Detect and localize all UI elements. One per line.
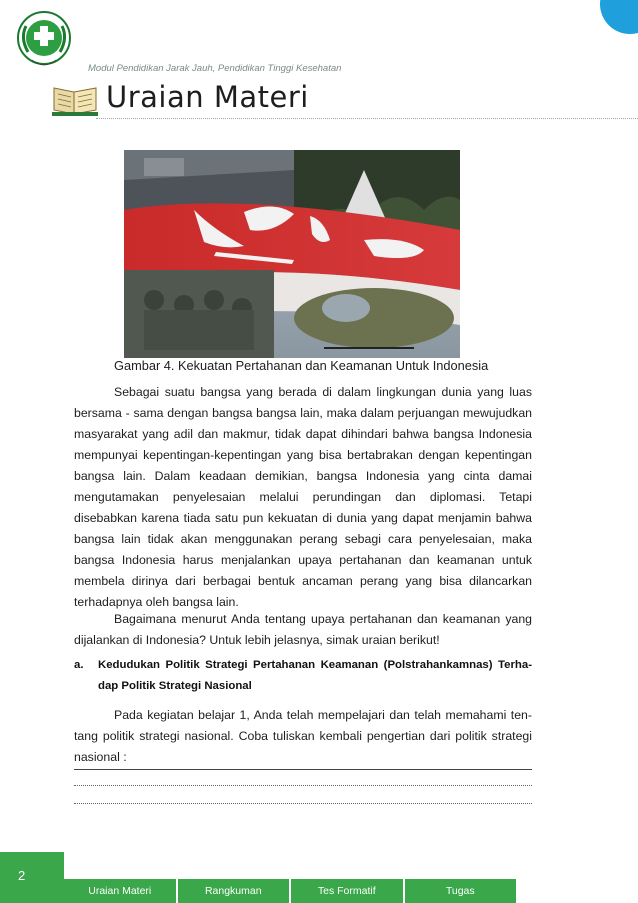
footer-navigation: [64, 879, 516, 903]
figure-caption: Gambar 4. Kekuatan Pertahanan dan Keamanan Untuk Indonesia: [114, 358, 489, 373]
open-book-icon: [50, 78, 100, 118]
body-paragraph-2: Bagaimana menurut Anda tentang upaya pertahanan dan keamanan yang dijalankan di Indonesia? Untuk lebih jelasnya, simak uraian berikut!: [74, 612, 532, 647]
tab-uraian-materi[interactable]: Uraian Materi: [64, 879, 178, 903]
section-title: Uraian Materi: [106, 80, 309, 114]
corner-decoration: [600, 0, 638, 34]
answer-line[interactable]: [74, 785, 532, 786]
page-number: 2: [18, 868, 26, 883]
tab-tugas[interactable]: Tugas: [445, 885, 475, 897]
subheading-text: Kedudukan Politik Strategi Pertahanan Keamanan (Polstrahankamnas) Terhadap Politik Strategi Nasional: [98, 659, 532, 692]
subheading: [74, 655, 532, 697]
bakti-husada-logo: [14, 4, 74, 84]
module-title: Modul Pendidikan Jarak Jauh, Pendidikan Tinggi Kesehatan: [88, 63, 342, 74]
defense-security-figure: [124, 150, 460, 358]
subheading-letter: a.: [74, 659, 84, 671]
header-divider: [96, 118, 638, 119]
page-number-box: [0, 852, 64, 903]
body-paragraph-3: Pada kegiatan belajar 1, Anda telah mempelajari dan telah memahami tentang politik strategi nasional. Coba tuliskan kembali pengertian dari politik strategi nasional :: [74, 708, 532, 764]
body-paragraph-1: Sebagai suatu bangsa yang berada di dalam lingkungan dunia yang luas bersama - sama dengan bangsa bangsa lain, maka dalam perjuangan mewujudkan masyarakat yang adil dan makmur, tidak dapat dihindari bahwa bangsa Indonesia mempunyai kepentingan-kepentingan yang bisa bertabrakan dengan kepentingan bangsa lain. Dalam keadaan demikian, bangsa Indonesia yang cinta damai mengutamakan penyelesaian melalui perundingan dan diplomasi. Tetapi disebabkan karena tiada satu pun kekuatan di dunia yang dapat menjamin bahwa bangsa lain tidak akan menggunakan perang sebagi cara penyelesaian, maka bangsa Indonesia harus menjalankan upaya pertahanan dan keamanan untuk membela dirinya dari berbagai bentuk ancaman perang yang bisa dilancarkan terhadapnya oleh bangsa lain.: [74, 385, 532, 609]
answer-line[interactable]: [74, 803, 532, 804]
answer-line[interactable]: [74, 769, 532, 770]
tab-rangkuman[interactable]: Rangkuman: [178, 879, 292, 903]
tab-tes-formatif[interactable]: Tes Formatif: [291, 879, 405, 903]
